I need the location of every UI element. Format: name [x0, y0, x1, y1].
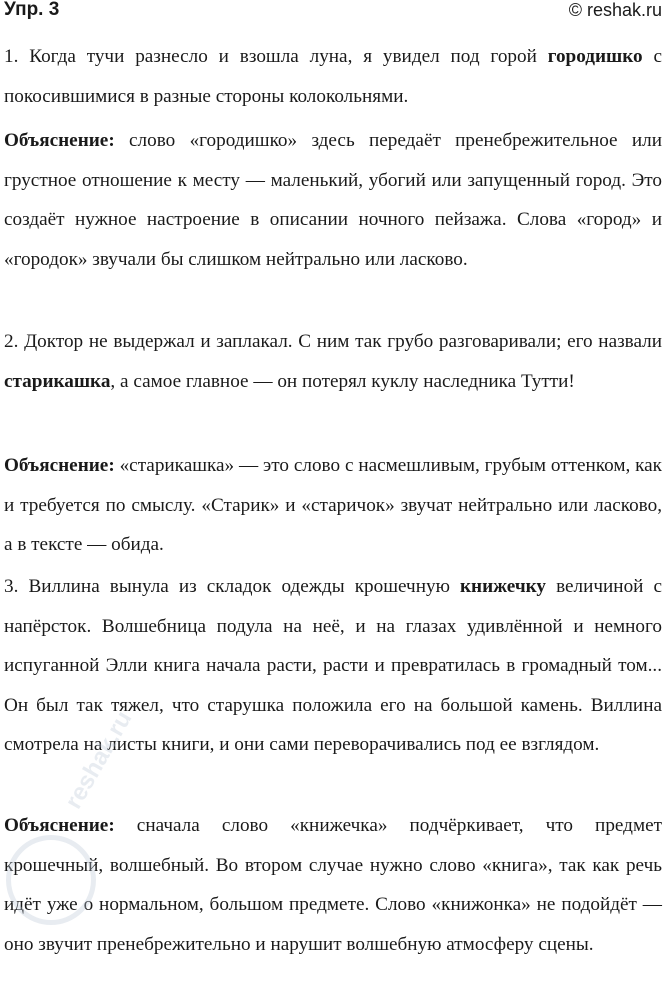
- explanation-text: сначала слово «книжечка» подчёркивает, что предмет крошечный, волшебный. Во втором случае нужно слово «книга», так как речь идёт уже о нормальном, большом предмете. Слово «книжонка» не подойдёт — оно звучит пренебрежительно и нарушит волшебную атмосферу сцены.: [4, 815, 662, 955]
- sentence-text: величиной с напёрсток. Волшебница подула на неё, и на глазах удивлённой и немного испуганной Элли книга начала расти, расти и превратилась в громадный том... Он был так тяжел, что старушка положила его на большой камень. Виллина смотрела на листы книги, и они сами переворачивались под ее взглядом.: [4, 576, 662, 756]
- explanation-2: [4, 446, 662, 565]
- explanation-label: Объяснение:: [4, 815, 115, 836]
- exercise-title: Упр. 3: [4, 0, 60, 20]
- highlighted-word: книжечку: [459, 576, 547, 597]
- explanation-text: «старикашка» — это слово с насмешливым, грубым оттенком, как и требуется по смыслу. «Старик» и «старичок» звучат нейтрально или ласково, а в тексте — обида.: [4, 455, 662, 556]
- sentence-text: с покосившимися в разные стороны колокольнями.: [4, 46, 662, 107]
- sentence-text: 3. Виллина вынула из складок одежды крошечную: [4, 576, 460, 597]
- highlighted-word: городишко: [547, 46, 643, 67]
- page-header: [4, 0, 662, 22]
- watermark-text: reshak.ru: [60, 706, 138, 814]
- explanation-1: [4, 121, 662, 279]
- explanation-label: Объяснение:: [4, 455, 115, 476]
- example-sentence-3: [4, 567, 662, 765]
- site-credit: © reshak.ru: [568, 0, 662, 20]
- sentence-text: 2. Доктор не выдержал и заплакал. С ним так грубо разговаривали; его назвали: [4, 331, 662, 352]
- example-sentence-1: [4, 37, 662, 116]
- explanation-label: Объяснение:: [4, 130, 115, 151]
- explanation-text: слово «городишко» здесь передаёт пренебрежительное или грустное отношение к месту — маленький, убогий или запущенный город. Это создаёт нужное настроение в описании ночного пейзажа. Слова «город» и «городок» звучали бы слишком нейтрально или ласково.: [4, 130, 662, 270]
- sentence-text: 1. Когда тучи разнесло и взошла луна, я увидел под горой: [4, 46, 548, 67]
- highlighted-word: старикашка: [4, 370, 111, 392]
- explanation-3: [4, 806, 662, 964]
- example-sentence-2: [4, 322, 662, 401]
- sentence-text: , а самое главное — он потерял куклу наследника Тутти!: [110, 370, 575, 392]
